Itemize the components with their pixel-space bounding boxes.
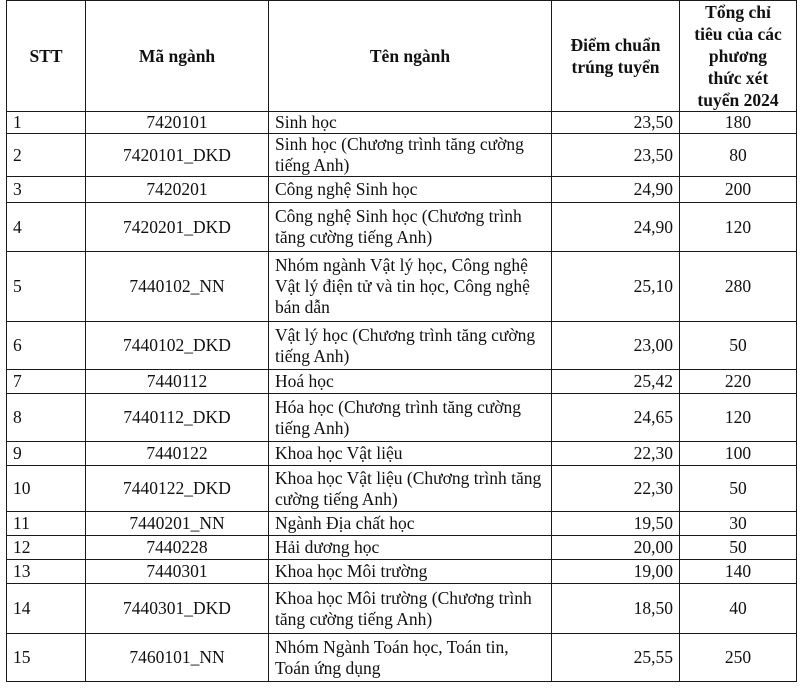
row-major-name: Khoa học Vật liệu (Chương trình tăng cường tiếng Anh): [269, 466, 552, 512]
row-total-quota: 180: [680, 112, 797, 134]
row-stt: 6: [7, 322, 86, 370]
row-major-code: 7420101_DKD: [86, 134, 269, 177]
row-cutoff-score: 25,42: [552, 370, 680, 394]
row-stt: 3: [7, 177, 86, 203]
row-cutoff-score: 25,10: [552, 252, 680, 322]
row-major-code: 7420201: [86, 177, 269, 203]
table-row: [7, 560, 797, 584]
row-major-code: 7440301: [86, 560, 269, 584]
row-total-quota: 120: [680, 203, 797, 252]
row-major-name: Hải dương học: [269, 536, 552, 560]
row-major-name: Vật lý học (Chương trình tăng cường tiếng Anh): [269, 322, 552, 370]
row-major-code: 7460101_NN: [86, 634, 269, 682]
row-major-name: Nhóm ngành Vật lý học, Công nghệ Vật lý điện tử và tin học, Công nghệ bán dẫn: [269, 252, 552, 322]
header-major-code: Mã ngành: [86, 1, 269, 112]
row-cutoff-score: 19,50: [552, 512, 680, 536]
row-major-name: Ngành Địa chất học: [269, 512, 552, 536]
row-total-quota: 120: [680, 394, 797, 442]
row-cutoff-score: 22,30: [552, 466, 680, 512]
table-row: [7, 134, 797, 177]
row-stt: 12: [7, 536, 86, 560]
row-cutoff-score: 24,90: [552, 203, 680, 252]
row-cutoff-score: 24,90: [552, 177, 680, 203]
row-cutoff-score: 22,30: [552, 442, 680, 466]
row-stt: 7: [7, 370, 86, 394]
table-row: [7, 370, 797, 394]
table-row: [7, 442, 797, 466]
row-major-name: Khoa học Môi trường: [269, 560, 552, 584]
row-major-name: Sinh học: [269, 112, 552, 134]
row-total-quota: 220: [680, 370, 797, 394]
row-cutoff-score: 23,50: [552, 134, 680, 177]
row-total-quota: 100: [680, 442, 797, 466]
table-row: [7, 512, 797, 536]
row-cutoff-score: 24,65: [552, 394, 680, 442]
row-stt: 15: [7, 634, 86, 682]
row-total-quota: 40: [680, 584, 797, 634]
row-major-code: 7440228: [86, 536, 269, 560]
table-row: [7, 203, 797, 252]
header-total-quota: Tổng chỉ tiêu của các phương thức xét tuyển 2024: [680, 1, 797, 112]
row-stt: 13: [7, 560, 86, 584]
table-row: [7, 177, 797, 203]
table-row: [7, 536, 797, 560]
row-major-code: 7440122_DKD: [86, 466, 269, 512]
row-total-quota: 50: [680, 536, 797, 560]
row-cutoff-score: 18,50: [552, 584, 680, 634]
row-major-code: 7440102_NN: [86, 252, 269, 322]
row-major-name: Hoá học: [269, 370, 552, 394]
row-major-code: 7440102_DKD: [86, 322, 269, 370]
table-row: [7, 394, 797, 442]
table-row: [7, 466, 797, 512]
admission-scores-table: [6, 0, 797, 682]
row-major-code: 7440122: [86, 442, 269, 466]
row-major-name: Hóa học (Chương trình tăng cường tiếng Anh): [269, 394, 552, 442]
row-cutoff-score: 25,55: [552, 634, 680, 682]
row-total-quota: 50: [680, 322, 797, 370]
row-total-quota: 30: [680, 512, 797, 536]
row-stt: 1: [7, 112, 86, 134]
header-major-name: Tên ngành: [269, 1, 552, 112]
row-total-quota: 200: [680, 177, 797, 203]
row-stt: 2: [7, 134, 86, 177]
row-major-name: Công nghệ Sinh học (Chương trình tăng cường tiếng Anh): [269, 203, 552, 252]
table-row: [7, 112, 797, 134]
row-stt: 5: [7, 252, 86, 322]
row-total-quota: 280: [680, 252, 797, 322]
row-stt: 10: [7, 466, 86, 512]
row-stt: 9: [7, 442, 86, 466]
row-cutoff-score: 20,00: [552, 536, 680, 560]
row-major-name: Nhóm Ngành Toán học, Toán tin, Toán ứng dụng: [269, 634, 552, 682]
header-stt: STT: [7, 1, 86, 112]
row-major-code: 7420201_DKD: [86, 203, 269, 252]
row-total-quota: 250: [680, 634, 797, 682]
row-cutoff-score: 23,50: [552, 112, 680, 134]
row-cutoff-score: 19,00: [552, 560, 680, 584]
row-cutoff-score: 23,00: [552, 322, 680, 370]
row-stt: 8: [7, 394, 86, 442]
row-stt: 4: [7, 203, 86, 252]
row-major-name: Sinh học (Chương trình tăng cường tiếng Anh): [269, 134, 552, 177]
row-major-code: 7440201_NN: [86, 512, 269, 536]
row-major-code: 7440112_DKD: [86, 394, 269, 442]
table-row: [7, 252, 797, 322]
row-total-quota: 50: [680, 466, 797, 512]
table-row: [7, 322, 797, 370]
row-major-name: Khoa học Môi trường (Chương trình tăng cường tiếng Anh): [269, 584, 552, 634]
row-major-code: 7440301_DKD: [86, 584, 269, 634]
table-header-row: [7, 1, 797, 112]
table-row: [7, 584, 797, 634]
row-major-code: 7440112: [86, 370, 269, 394]
table-row: [7, 634, 797, 682]
row-total-quota: 80: [680, 134, 797, 177]
row-major-code: 7420101: [86, 112, 269, 134]
row-major-name: Khoa học Vật liệu: [269, 442, 552, 466]
row-major-name: Công nghệ Sinh học: [269, 177, 552, 203]
header-cutoff-score: Điểm chuẩn trúng tuyển: [552, 1, 680, 112]
row-total-quota: 140: [680, 560, 797, 584]
row-stt: 14: [7, 584, 86, 634]
row-stt: 11: [7, 512, 86, 536]
